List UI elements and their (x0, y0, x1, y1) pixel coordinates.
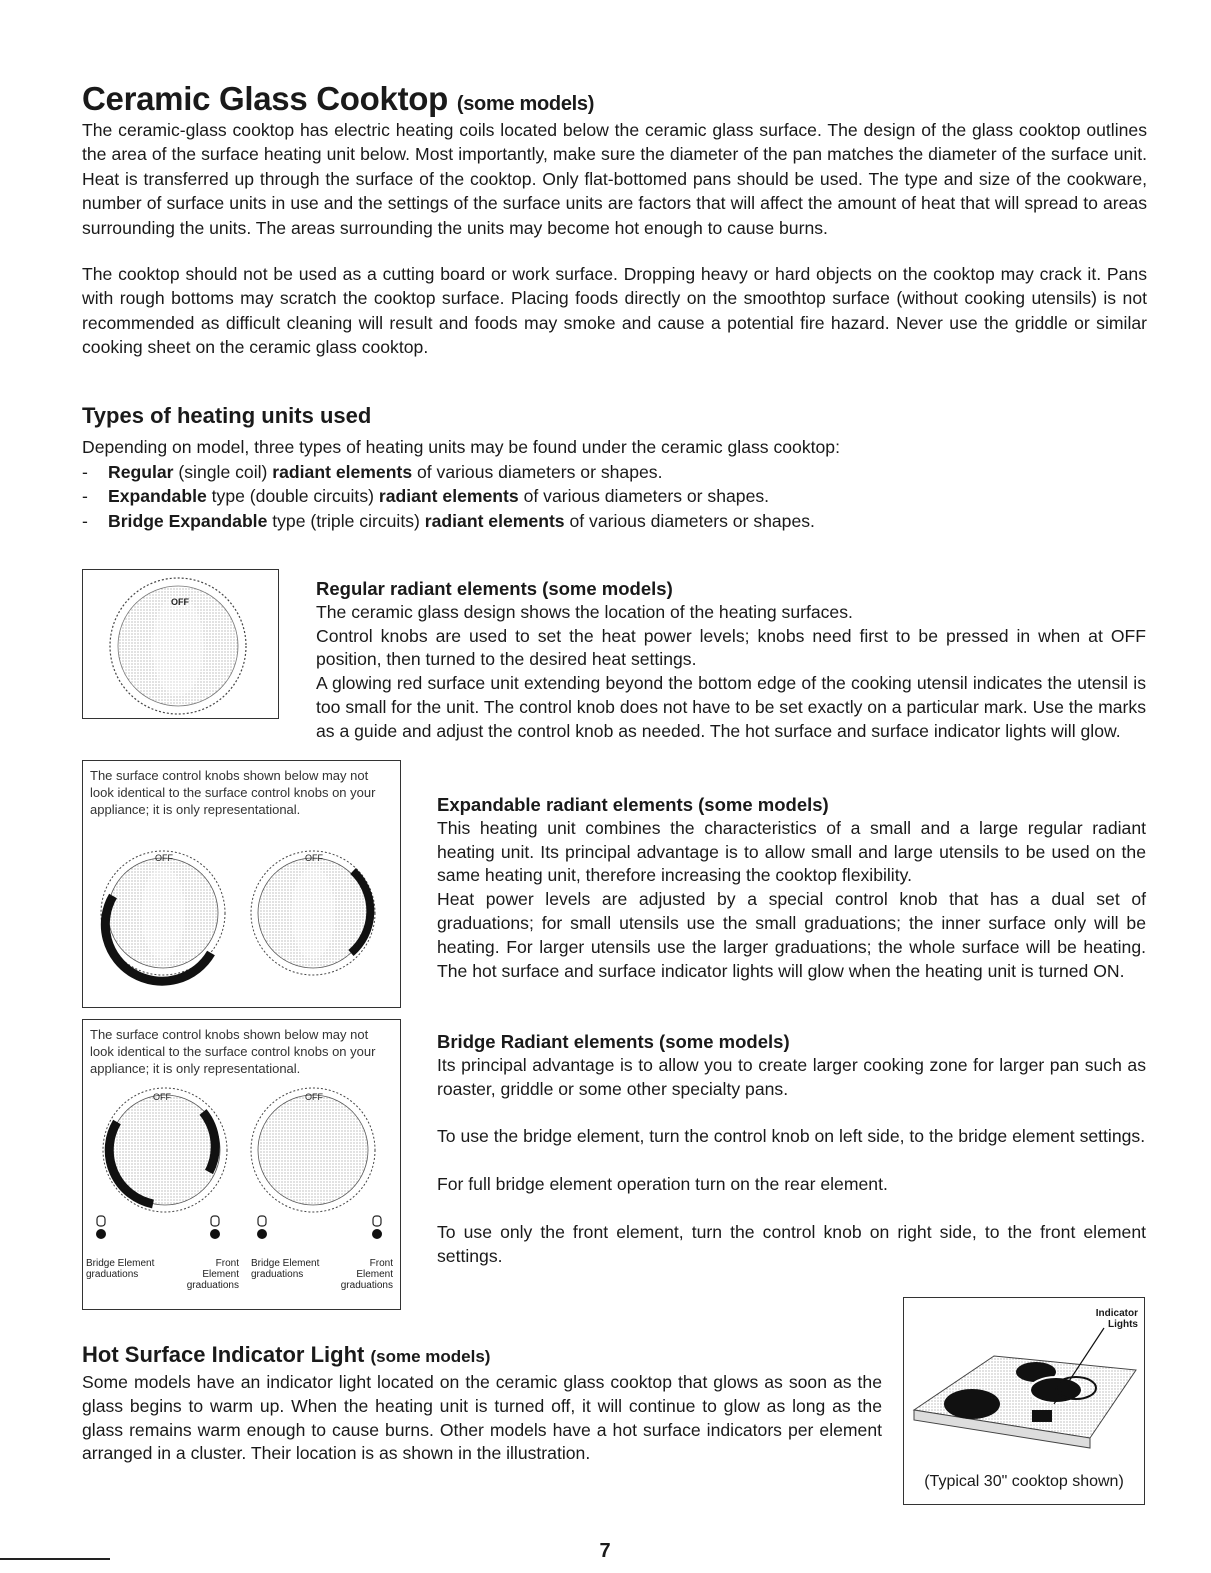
bridge-knobs-figure (82, 1019, 401, 1310)
regular-knob-figure (82, 569, 279, 719)
knob-off-label: OFF (171, 597, 189, 607)
cooktop-figure (903, 1297, 1145, 1505)
hot-surface-heading (82, 1342, 490, 1368)
bridge-section (437, 1030, 1146, 1269)
types-heading: Types of heating units used (82, 403, 372, 428)
types-item-bridge: - Bridge Expandable type (triple circuits) radiant elements of various diameters or shapes. (82, 510, 815, 531)
expandable-knob-2-off: OFF (305, 853, 323, 863)
expandable-paragraph-2: Heat power levels are adjusted by a special control knob that has a dual set of graduations; for small utensils use the small graduations; the inner surface only will be heating. For larger utensils use the larger graduations; the whole surface will be heating. The hot surface and surface indicator lights will glow when the heating unit is turned ON. (437, 889, 1146, 981)
expandable-knobs-illustration (83, 841, 400, 1001)
expandable-note: The surface control knobs shown below may not look identical to the surface control knobs on your appliance; it is only representational. (90, 768, 376, 817)
regular-section (316, 577, 1146, 744)
expandable-title: Expandable radiant elements (some models) (437, 794, 829, 815)
bridge-paragraph-4: To use only the front element, turn the control knob on right side, to the front element settings. (437, 1221, 1146, 1266)
cooktop-caption: (Typical 30" cooktop shown) (924, 1473, 1124, 1490)
bridge-knobs-illustration (83, 1082, 400, 1262)
types-item-regular: - Regular (single coil) radiant elements of various diameters or shapes. (82, 461, 663, 482)
hot-surface-paragraph: Some models have an indicator light located on the ceramic glass cooktop that glows as soon as the glass begins to warm up. When the heating unit is turned off, it will continue to glow as long as the glass remains warm enough to cause burns. Other models have a hot surface indicators per element arranged in a cluster. Their location is as shown in the illustration. (82, 1372, 882, 1464)
bridge-knob-1-off: OFF (153, 1092, 171, 1102)
expandable-knobs-figure (82, 760, 401, 1008)
page-number: 7 (599, 1540, 611, 1562)
front-caption-left: Front Element graduations (186, 1258, 239, 1291)
regular-title: Regular radiant elements (some models) (316, 578, 673, 599)
expandable-knob-1-off: OFF (155, 853, 173, 863)
footer-rule (0, 1558, 110, 1560)
title-text: Ceramic Glass Cooktop (82, 80, 448, 117)
title-subtitle: (some models) (456, 93, 595, 115)
expandable-paragraph-1: This heating unit combines the characteristics of a small and a large regular radiant heating unit. Its principal advantage is to allow small and large utensils to be used on the same heating unit, therefore increasing the cooktop flexibility. (437, 817, 1146, 886)
bridge-caption-right: Bridge Element graduations (251, 1258, 320, 1280)
types-item-expandable: - Expandable type (double circuits) radiant elements of various diameters or shapes. (82, 486, 770, 507)
bridge-knob-2-off: OFF (305, 1092, 323, 1102)
hot-surface-title: Hot Surface Indicator Light (82, 1342, 365, 1367)
intro-paragraph-1: The ceramic-glass cooktop has electric heating coils located below the ceramic glass surface. The design of the glass cooktop outlines the area of the surface heating unit below. Most importantly, make sure the diameter of the pan matches the diameter of the surface unit. Heat is transferred up through the surface of the cooktop. Only flat-bottomed pans should be used. The type and size of the cookware, number of surface units in use and the settings of the surface units are factors that will affect the amount of heat that will spread to areas surrounding the units. The areas surrounding the units may become hot enough to cause burns. (82, 120, 1147, 238)
regular-knob-illustration (83, 570, 278, 718)
intro-paragraph-2: The cooktop should not be used as a cutting board or work surface. Dropping heavy or hard objects on the cooktop may crack it. Pans with rough bottoms may scratch the cooktop surface. Placing foods directly on the smoothtop surface (without cooking utensils) is not recommended as difficult cleaning will result and foods may smoke and cause a potential fire hazard. Never use the griddle or similar cooking sheet on the ceramic glass cooktop. (82, 264, 1147, 358)
regular-paragraph-3: A glowing red surface unit extending beyond the bottom edge of the cooking utensil indicates the utensil is too small for the unit. The control knob does not have to be set exactly on a particular mark. Use the marks as a guide and adjust the control knob as needed. The hot surface and surface indicator lights will glow. (316, 673, 1146, 741)
bridge-paragraph-1: Its principal advantage is to allow you to create larger cooking zone for larger pan such as roaster, griddle or some other specialty pans. (437, 1054, 1146, 1099)
front-caption-right: Front Element graduations (340, 1258, 393, 1291)
bridge-paragraph-3: For full bridge element operation turn on the rear element. (437, 1174, 888, 1195)
regular-paragraph-2: Control knobs are used to set the heat power levels; knobs need first to be pressed in when at OFF position, then turned to the desired heat settings. (316, 625, 1146, 670)
types-intro: Depending on model, three types of heating units may be found under the ceramic glass cooktop: (82, 437, 840, 457)
bridge-title: Bridge Radiant elements (some models) (437, 1031, 790, 1052)
types-list (82, 435, 1147, 533)
hot-surface-subtitle: (some models) (370, 1347, 491, 1366)
indicator-lights-label: Indicator Lights (1095, 1308, 1138, 1330)
bridge-paragraph-2: To use the bridge element, turn the control knob on left side, to the bridge element settings. (437, 1126, 1146, 1147)
bridge-note: The surface control knobs shown below may not look identical to the surface control knobs on your appliance; it is only representational. (90, 1027, 376, 1076)
regular-paragraph-1: The ceramic glass design shows the location of the heating surfaces. (316, 601, 853, 622)
page-title (82, 80, 594, 118)
expandable-section (437, 793, 1146, 983)
bridge-caption-left: Bridge Element graduations (86, 1258, 155, 1280)
